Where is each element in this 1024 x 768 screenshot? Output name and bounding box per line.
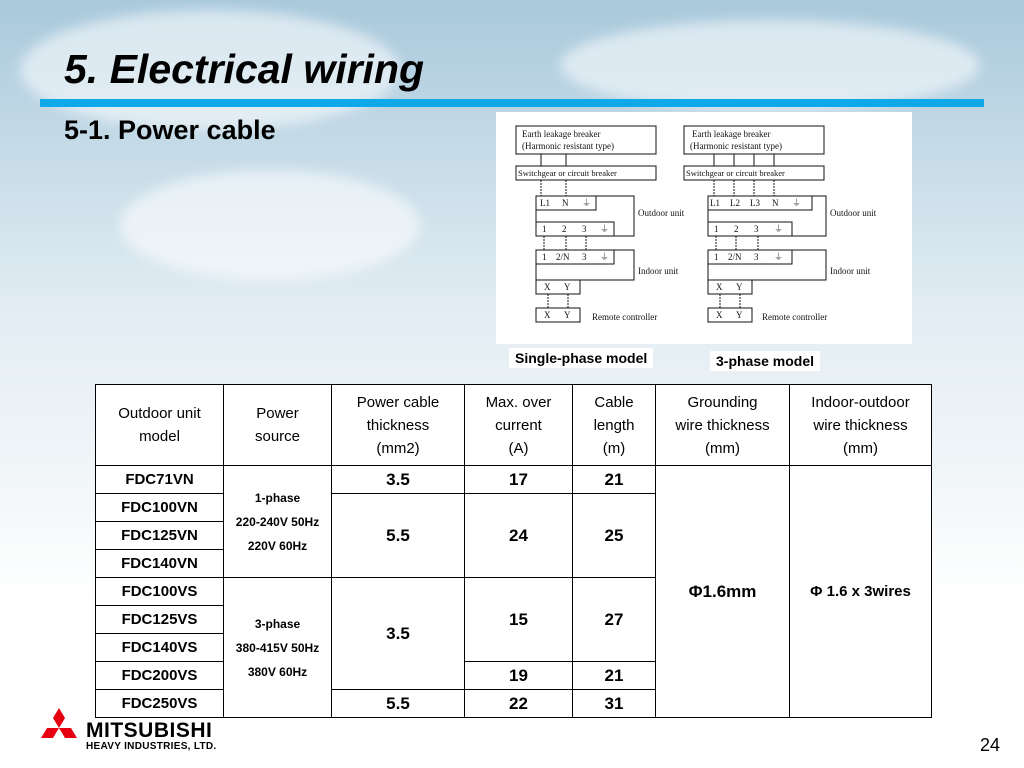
indoor-terminal: 3 xyxy=(582,252,587,262)
breaker-label-line2: (Harmonic resistant type) xyxy=(690,141,782,151)
over-current-cell: 15 xyxy=(465,578,573,662)
model-cell: FDC140VN xyxy=(96,550,224,578)
table-header-row xyxy=(96,385,932,466)
three-phase-label: 3-phase model xyxy=(710,351,820,371)
model-cell: FDC250VS xyxy=(96,690,224,718)
xy-terminal: X xyxy=(544,310,551,320)
model-cell: FDC100VS xyxy=(96,578,224,606)
xy-terminal: Y xyxy=(564,282,571,292)
table-row xyxy=(96,466,932,494)
ground-icon: ⏚ xyxy=(600,252,610,262)
xy-terminal: X xyxy=(716,310,723,320)
indoor-terminal: 3 xyxy=(754,252,759,262)
outdoor-terminal: L1 xyxy=(540,198,550,208)
remote-controller-box xyxy=(708,308,752,322)
model-cell: FDC200VS xyxy=(96,662,224,690)
ground-icon: ⏚ xyxy=(774,252,784,262)
outdoor-terminal: 1 xyxy=(714,224,719,234)
indoor-terminal: 1 xyxy=(714,252,719,262)
xy-terminal: X xyxy=(716,282,723,292)
cable-length-cell: 25 xyxy=(573,494,656,578)
over-current-cell: 24 xyxy=(465,494,573,578)
header-power-source: Power source xyxy=(224,385,332,466)
slide-title: 5. Electrical wiring xyxy=(64,46,425,92)
indoor-terminal: 1 xyxy=(542,252,547,262)
grounding-wire-cell: Φ1.6mm xyxy=(656,466,790,718)
outdoor-terminal: 2 xyxy=(562,224,567,234)
indoor-terminal: 2/N xyxy=(728,252,742,262)
outdoor-unit-label: Outdoor unit xyxy=(830,208,877,218)
remote-controller-label: Remote controller xyxy=(592,312,658,322)
cable-length-cell: 21 xyxy=(573,466,656,494)
cable-length-cell: 21 xyxy=(573,662,656,690)
over-current-cell: 17 xyxy=(465,466,573,494)
outdoor-unit-box xyxy=(708,196,826,236)
outdoor-unit-label: Outdoor unit xyxy=(638,208,685,218)
mitsubishi-three-diamonds-logo xyxy=(36,708,82,750)
indoor-outdoor-wire-cell: Φ 1.6 x 3wires xyxy=(790,466,932,718)
header-cable-length: Cable length (m) xyxy=(573,385,656,466)
header-max-over-current: Max. over current (A) xyxy=(465,385,573,466)
power-source-single-phase: 1-phase 220-240V 50Hz 220V 60Hz xyxy=(224,466,332,578)
outdoor-terminal: N xyxy=(562,198,569,208)
xy-terminal: Y xyxy=(564,310,571,320)
model-cell: FDC100VN xyxy=(96,494,224,522)
breaker-label-line2: (Harmonic resistant type) xyxy=(522,141,614,151)
wiring-diagram-panel xyxy=(496,112,912,344)
cable-thickness-cell: 3.5 xyxy=(332,578,465,690)
model-cell: FDC71VN xyxy=(96,466,224,494)
over-current-cell: 22 xyxy=(465,690,573,718)
slide-subtitle: 5-1. Power cable xyxy=(64,115,276,145)
three-phase-diagram xyxy=(684,126,877,322)
ground-icon: ⏚ xyxy=(582,198,592,208)
cable-thickness-cell: 3.5 xyxy=(332,466,465,494)
outdoor-terminal: L1 xyxy=(710,198,720,208)
single-phase-diagram xyxy=(516,126,685,322)
breaker-label-line1: Earth leakage breaker xyxy=(692,129,771,139)
logo-wordmark: MITSUBISHI xyxy=(86,719,213,742)
breaker-label-line1: Earth leakage breaker xyxy=(522,129,601,139)
xy-terminal: X xyxy=(544,282,551,292)
model-cell: FDC140VS xyxy=(96,634,224,662)
outdoor-terminal: 1 xyxy=(542,224,547,234)
power-cable-spec-table xyxy=(95,384,932,718)
header-indoor-outdoor-wire-thickness: Indoor-outdoor wire thickness (mm) xyxy=(790,385,932,466)
header-power-cable-thickness: Power cable thickness (mm2) xyxy=(332,385,465,466)
ground-icon: ⏚ xyxy=(600,224,610,234)
cable-length-cell: 27 xyxy=(573,578,656,662)
outdoor-terminal: L2 xyxy=(730,198,740,208)
cable-thickness-cell: 5.5 xyxy=(332,494,465,578)
cable-thickness-cell: 5.5 xyxy=(332,690,465,718)
ground-icon: ⏚ xyxy=(774,224,784,234)
cable-length-cell: 31 xyxy=(573,690,656,718)
header-grounding-wire-thickness: Grounding wire thickness (mm) xyxy=(656,385,790,466)
header-outdoor-unit-model: Outdoor unit model xyxy=(96,385,224,466)
outdoor-terminal: 2 xyxy=(734,224,739,234)
remote-controller-box xyxy=(536,308,580,322)
xy-terminal: Y xyxy=(736,310,743,320)
ground-icon: ⏚ xyxy=(792,198,802,208)
indoor-unit-box xyxy=(708,250,826,280)
background-cloud xyxy=(560,20,980,110)
outdoor-terminal: L3 xyxy=(750,198,760,208)
indoor-terminal: 2/N xyxy=(556,252,570,262)
page-number: 24 xyxy=(979,735,1000,755)
wiring-diagrams xyxy=(496,112,912,344)
outdoor-terminal: 3 xyxy=(754,224,759,234)
background-cloud xyxy=(120,170,420,280)
outdoor-terminal: 3 xyxy=(582,224,587,234)
over-current-cell: 19 xyxy=(465,662,573,690)
power-source-three-phase: 3-phase 380-415V 50Hz 380V 60Hz xyxy=(224,578,332,718)
xy-terminal: Y xyxy=(736,282,743,292)
logo-subtitle: HEAVY INDUSTRIES, LTD. xyxy=(86,741,217,752)
switchgear-label: Switchgear or circuit breaker xyxy=(518,168,617,178)
title-underline xyxy=(40,99,984,107)
single-phase-label: Single-phase model xyxy=(509,348,653,368)
switchgear-label: Switchgear or circuit breaker xyxy=(686,168,785,178)
indoor-unit-label: Indoor unit xyxy=(830,266,871,276)
remote-controller-label: Remote controller xyxy=(762,312,828,322)
model-cell: FDC125VN xyxy=(96,522,224,550)
indoor-unit-label: Indoor unit xyxy=(638,266,679,276)
model-cell: FDC125VS xyxy=(96,606,224,634)
outdoor-terminal: N xyxy=(772,198,779,208)
